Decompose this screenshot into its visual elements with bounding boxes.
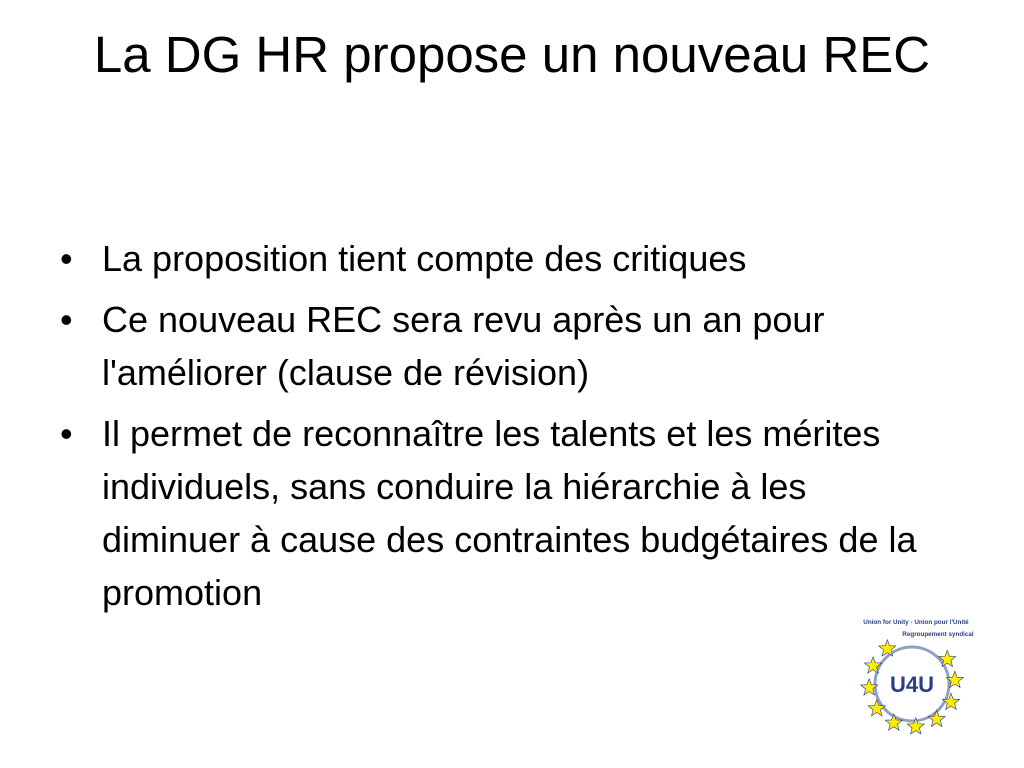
bullet-list — [60, 232, 950, 627]
logo-star-icon — [868, 700, 885, 716]
bullet-text: Ce nouveau REC sera revu après un an pour l'améliorer (clause de révision) — [102, 299, 825, 393]
logo-star-icon — [942, 693, 959, 709]
bullet-dot: • — [60, 238, 73, 279]
bullet-text: La proposition tient compte des critiques — [102, 238, 747, 279]
logo-star-icon — [928, 710, 945, 726]
bullet-dot: • — [60, 299, 73, 340]
bullet-item — [60, 293, 950, 399]
logo-line1: Union for Unity - Union pour l'Unité — [863, 619, 969, 626]
logo-star-icon — [939, 650, 956, 666]
slide-title: La DG HR propose un nouveau REC — [93, 26, 931, 83]
logo-line2: Regroupement syndical — [902, 631, 974, 638]
bullet-item — [60, 232, 950, 285]
bullet-item — [60, 407, 950, 619]
u4u-logo — [838, 616, 978, 734]
bullet-dot: • — [60, 413, 73, 454]
logo-star-icon — [885, 714, 902, 730]
logo-mark: U4U — [889, 672, 935, 697]
bullet-text: Il permet de reconnaître les talents et les mérites individuels, sans conduire la hiérarchie à les diminuer à cause des contraintes budgétaires de la promotion — [102, 413, 917, 613]
